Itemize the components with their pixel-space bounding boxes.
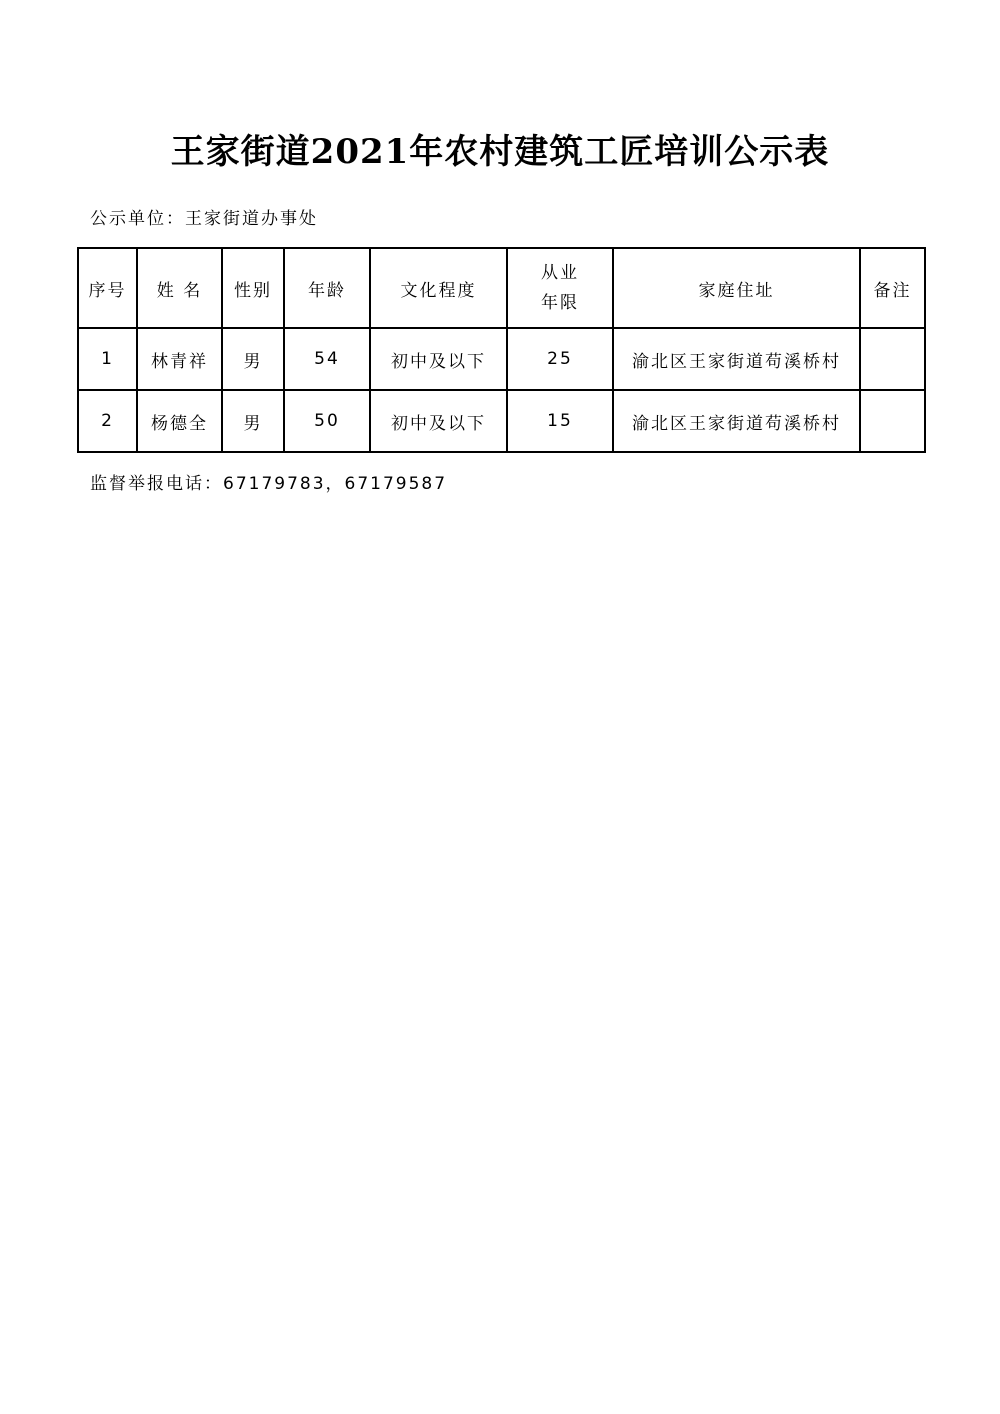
header-gender: 性别	[222, 248, 284, 328]
cell-remarks	[860, 328, 925, 390]
cell-education: 初中及以下	[370, 328, 507, 390]
header-years	[507, 248, 613, 328]
header-years-line2: 年限	[541, 293, 579, 313]
cell-address: 渝北区王家街道苟溪桥村	[613, 390, 860, 452]
cell-index: 1	[78, 328, 137, 390]
cell-gender: 男	[222, 328, 284, 390]
cell-index: 2	[78, 390, 137, 452]
cell-years: 15	[507, 390, 613, 452]
cell-name: 杨德全	[137, 390, 222, 452]
publishing-unit: 公示单位：王家街道办事处	[90, 209, 318, 229]
header-remarks: 备注	[860, 248, 925, 328]
header-address: 家庭住址	[613, 248, 860, 328]
cell-age: 50	[284, 390, 370, 452]
table-row	[78, 390, 925, 452]
cell-name: 林青祥	[137, 328, 222, 390]
page-title: 王家街道2021年农村建筑工匠培训公示表	[170, 132, 830, 172]
hotline-note: 监督举报电话：67179783，67179587	[90, 474, 448, 494]
cell-age: 54	[284, 328, 370, 390]
header-age: 年龄	[284, 248, 370, 328]
roster-table	[77, 247, 926, 453]
cell-education: 初中及以下	[370, 390, 507, 452]
cell-years: 25	[507, 328, 613, 390]
cell-remarks	[860, 390, 925, 452]
header-row	[78, 248, 925, 328]
table-row	[78, 328, 925, 390]
header-education: 文化程度	[370, 248, 507, 328]
cell-gender: 男	[222, 390, 284, 452]
header-name: 姓 名	[137, 248, 222, 328]
header-years-line1: 从业	[541, 263, 579, 283]
header-index: 序号	[78, 248, 137, 328]
cell-address: 渝北区王家街道苟溪桥村	[613, 328, 860, 390]
